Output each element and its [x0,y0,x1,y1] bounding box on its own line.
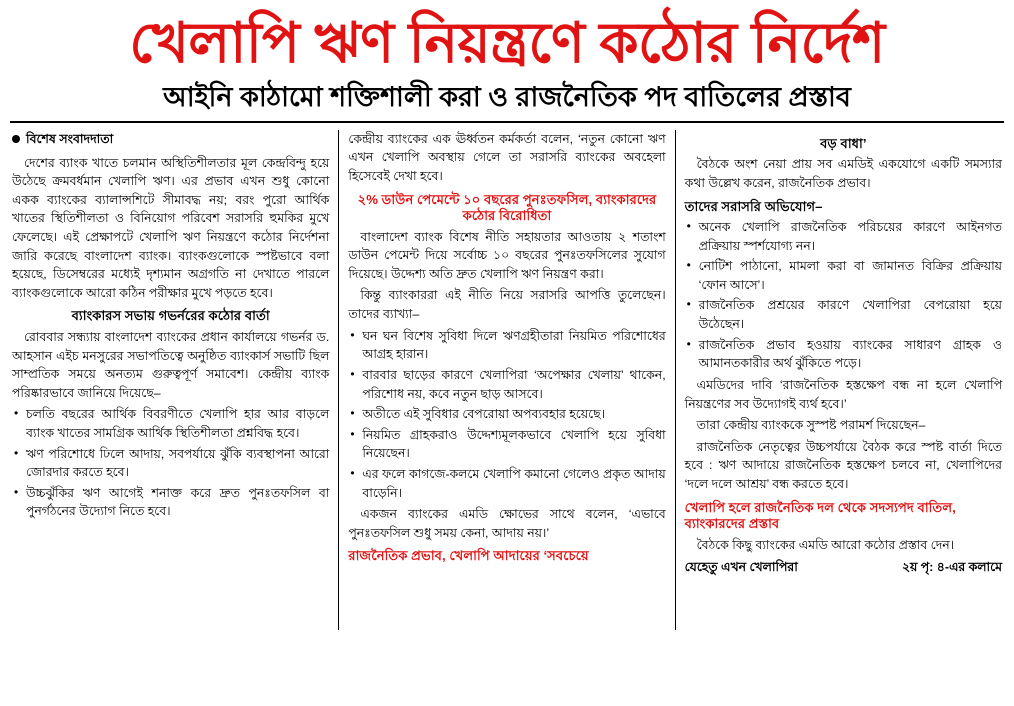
list-item: • চলতি বছরের আর্থিক বিবরণীতে খেলাপি হার আর বাড়লে ব্যাংক খাতের সামগ্রিক আর্থিক স্থিতিশীলতা প্রশ্নবিদ্ধ হবে। [12,405,329,442]
section-subhead: তাদের সরাসরি অভিযোগ– [684,198,823,214]
section-subhead: রাজনৈতিক প্রভাব, খেলাপি আদায়ের ‘সবচেয়ে [348,548,589,564]
paragraph: তারা কেন্দ্রীয় ব্যাংককে সুস্পষ্ট পরামর্শ দিয়েছেন– [696,418,926,433]
list-item: • ঘন ঘন বিশেষ সুবিধা দিলে ঋণগ্রহীতারা নিয়মিত পরিশোধের আগ্রহ হারান। [348,327,665,364]
continuation-line [685,558,1002,577]
paragraph: দেশের ব্যাংক খাতে চলমান অস্থিতিশীলতার মূল কেন্দ্রবিন্দু হয়ে উঠেছে ক্রমবর্ধমান খেলাপি ঋণ। এর প্রভাব এখন শুধু কোনো একক ব্যাংকের ব্যালান্সশিটে সীমাবদ্ধ নয়; বরং পুরো আর্থিক খাতের স্থিতিশীলতা ও বিনিয়োগ পরিবেশ সরাসরি হুমকির মুখে ফেলেছে। এই প্রেক্ষাপটে খেলাপি ঋণ নিয়ন্ত্রণে কঠোর নির্দেশনা জারি করেছে বাংলাদেশ ব্যাংক। ব্যাংকগুলোকে স্পষ্টভাবে বলা হয়েছে, ডিসেম্বরের মধ্যেই দৃশ্যমান অগ্রগতি না দেখাতে পারলে ব্যাংকগুলোকে আরো কঠিন পরীক্ষার মুখে পড়তে হবে। [12,155,330,300]
section-subhead: বড় বাধা’ [820,135,867,151]
header-divider [10,121,1004,123]
article-columns [10,130,1004,630]
byline-text: বিশেষ সংবাদদাতা [26,131,114,146]
list-item: • নিয়মিত গ্রাহকরাও উদ্দেশ্যমূলকভাবে খেলাপি হয়ে সুবিধা নিয়েছেন। [348,426,665,463]
bullet-dot-icon [12,135,20,143]
paragraph: একজন ব্যাংকের এমডি ক্ষোভের সাথে বলেন, ‘এভাবে পুনঃতফসিল শুধু সময় কেনা, আদায় নয়।’ [348,507,666,540]
list-item: • অতীতে এই সুবিধার বেপরোয়া অপব্যবহার হয়েছে। [348,405,665,424]
paragraph: বৈঠকে কিছু ব্যাংকের এমডি আরো কঠোর প্রস্তাব দেন। [696,537,955,552]
section-subhead: ব্যাংকারস সভায় গভর্নরের কঠোর বার্তা [71,308,270,324]
column-3 [676,130,1004,630]
list-item: • উচ্চঝুঁকির ঋণ আগেই শনাক্ত করে দ্রুত পুনঃতফসিল বা পুনর্গঠনের উদ্যোগ নিতে হবে। [12,484,329,521]
bullet-list [348,327,665,502]
jump-reference: ২য় পৃ: ৪-এর কলামে [902,560,1002,575]
paragraph: রোববার সন্ধ্যায় বাংলাদেশ ব্যাংকের প্রধান কার্যালয়ে গভর্নর ড. আহসান এইচ মনসুরের সভাপতিত্বে অনুষ্ঠিত ব্যাংকার্স সভাটি ছিল সাম্প্রতিক সময়ে অনত্যম গুরুত্বপূর্ণ সমাবেশ। কেন্দ্রীয় ব্যাংক পরিষ্কারভাবে জানিয়ে দিয়েছে– [12,329,330,400]
bullet-list [12,405,329,521]
paragraph: কিন্তু ব্যাংকাররা এই নীতি নিয়ে সরাসরি আপত্তি তুলেছেন। তাদের ব্যাখ্যা– [348,288,666,322]
column-2 [338,130,675,630]
page-subheadline: আইনি কাঠামো শক্তিশালী করা ও রাজনৈতিক পদ বাতিলের প্রস্তাব [163,82,851,113]
page-headline: খেলাপি ঋণ নিয়ন্ত্রণে কঠোর নির্দেশ [129,11,885,74]
paragraph: কেন্দ্রীয় ব্যাংকের এক ঊর্ধ্বতন কর্মকর্তা বলেন, ‘নতুন কোনো ঋণ এখন খেলাপি অবস্থায় গেলে তা সরাসরি ব্যাংকের অবহেলা হিসেবেই দেখা হবে। [348,131,666,184]
column-1 [10,130,338,630]
list-item: • অনেক খেলাপি রাজনৈতিক পরিচয়ের কারণে আইনগত প্রক্রিয়ায় স্পর্শযোগ্য নন। [685,218,1002,255]
paragraph: বৈঠকে অংশ নেয়া প্রায় সব এমডিই একযোগে একটি সমস্যার কথা উল্লেখ করেন, রাজনৈতিক প্রভাব। [684,157,1002,190]
list-item: • রাজনৈতিক প্রশ্রয়ের কারণে খেলাপিরা বেপরোয়া হয়ে উঠেছেন। [685,296,1002,333]
list-item: • নোটিশ পাঠানো, মামলা করা বা জামানত বিক্রির প্রক্রিয়ায় ‘ফোন আসে’। [685,257,1002,294]
section-subhead: ২% ডাউন পেমেন্টে ১০ বছরের পুনঃতফসিল, ব্যাংকারদের কঠোর বিরোধিতা [357,191,657,224]
paragraph: এমডিদের দাবি ‘রাজনৈতিক হস্তক্ষেপ বন্ধ না হলে খেলাপি নিয়ন্ত্রণের সব উদ্যোগই ব্যর্থ হবে।’ [684,377,1002,411]
list-item: • ঋণ পরিশোধে ঢিলে আদায়, সবপর্যায়ে ঝুঁকি ব্যবস্থাপনা আরো জোরদার করতে হবে। [12,445,329,482]
section-subhead: খেলাপি হলে রাজনৈতিক দল থেকে সদস্যপদ বাতিল, ব্যাংকারদের প্রস্তাব [684,499,956,532]
byline [12,130,329,149]
list-item: • বারবার ছাড়ের কারণে খেলাপিরা ‘অপেক্ষার খেলায়’ থাকেন, পরিশোধ নয়, কবে নতুন ছাড় আসবে। [348,366,665,403]
list-item: • এর ফলে কাগজে-কলমে খেলাপি কমানো গেলেও প্রকৃত আদায় বাড়েনি। [348,465,665,502]
jump-text: যেহেতু এখন খেলাপিরা [684,560,798,575]
paragraph: রাজনৈতিক নেতৃত্বের উচ্চপর্যায়ে বৈঠক করে স্পষ্ট বার্তা দিতে হবে : ঋণ আদায়ে রাজনৈতিক হস্তক্ষেপ চলবে না, খেলাপিদের ‘দলে দলে আশ্রয়’ বন্ধ করতে হবে। [684,439,1002,491]
paragraph: বাংলাদেশ ব্যাংক বিশেষ নীতি সহায়তার আওতায় ২ শতাংশ ডাউন পেমেন্ট দিয়ে সর্বোচ্চ ১০ বছরের পুনঃতফসিলের সুযোগ দিয়েছে। উদ্দেশ্য অতি দ্রুত খেলাপি ঋণ নিয়ন্ত্রণ করা। [348,229,666,281]
bullet-list [685,218,1002,373]
list-item: • রাজনৈতিক প্রভাব হওয়ায় ব্যাংকের সাধারণ গ্রাহক ও আমানতকারীর অর্থ ঝুঁকিতে পড়ে। [685,336,1002,373]
